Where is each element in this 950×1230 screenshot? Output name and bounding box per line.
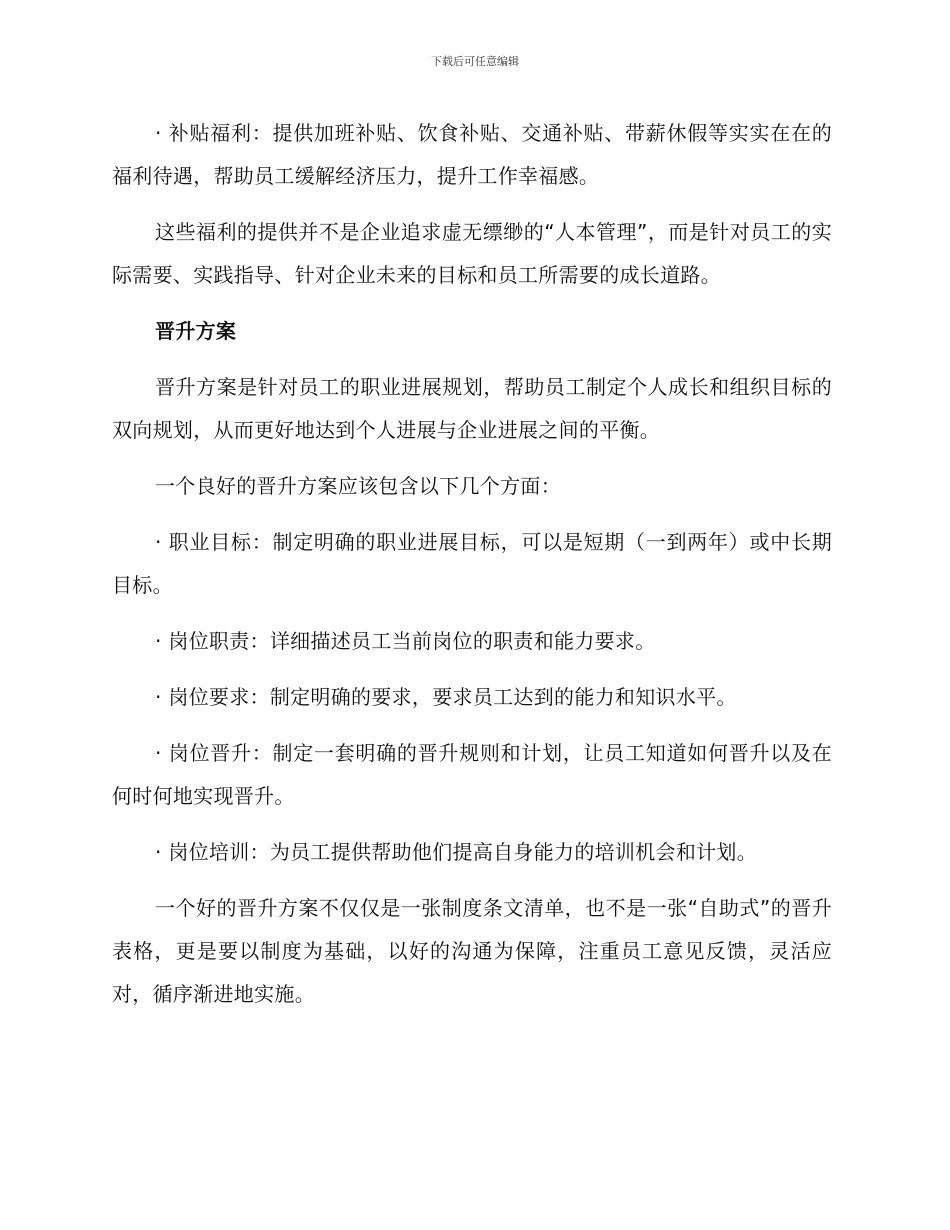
list-item-job-requirements: · 岗位要求：制定明确的要求，要求员工达到的能力和知识水平。: [155, 685, 737, 709]
list-item-career-goals: · 职业目标：制定明确的职业进展目标，可以是短期（一到两年）或中长期目标。: [112, 530, 832, 597]
list-item-job-training: · 岗位培训：为员工提供帮助他们提高自身能力的培训机会和计划。: [155, 840, 758, 864]
paragraph-promotion-aspects-intro: 一个良好的晋升方案应该包含以下几个方面：: [155, 474, 561, 498]
section-heading-promotion-plan: 晋升方案: [155, 319, 237, 343]
paragraph-promotion-definition: 晋升方案是针对员工的职业进展规划，帮助员工制定个人成长和组织目标的双向规划，从而更好地达到个人进展与企业进展之间的平衡。: [112, 375, 832, 442]
paragraph-benefits-purpose: 这些福利的提供并不是企业追求虚无缥缈的“人本管理”，而是针对员工的实际需要、实践指导、针对企业未来的目标和员工所需要的成长道路。: [112, 220, 832, 287]
list-item-job-duties: · 岗位职责：详细描述员工当前岗位的职责和能力要求。: [155, 629, 656, 653]
page-header: 下载后可任意编辑: [431, 55, 519, 68]
paragraph-subsidy-benefits: · 补贴福利：提供加班补贴、饮食补贴、交通补贴、带薪休假等实实在在的福利待遇，帮助员工缓解经济压力，提升工作幸福感。: [112, 121, 832, 188]
list-item-job-promotion: · 岗位晋升：制定一套明确的晋升规则和计划，让员工知道如何晋升以及在何时何地实现晋升。: [112, 741, 832, 808]
document-body: [112, 112, 832, 1029]
paragraph-conclusion: 一个好的晋升方案不仅仅是一张制度条文清单，也不是一张“自助式”的晋升表格，更是要以制度为基础，以好的沟通为保障，注重员工意见反馈，灵活应对，循序渐进地实施。: [112, 896, 832, 1006]
